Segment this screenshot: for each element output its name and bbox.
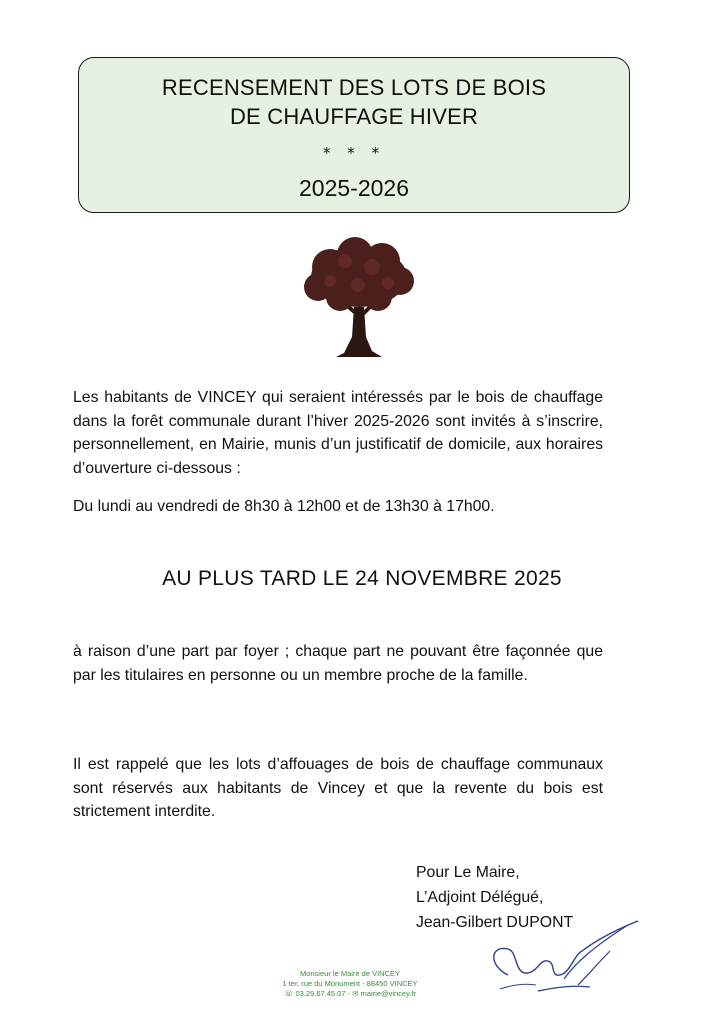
season-years: 2025-2026 [299,175,409,201]
opening-hours: Du lundi au vendredi de 8h30 à 12h00 et de 13h30 à 17h00. [73,498,495,515]
separator-stars: * * * [322,144,386,162]
title-line-1: RECENSEMENT DES LOTS DE BOIS [161,75,547,100]
title-line-2: DE CHAUFFAGE HIVER [229,104,479,129]
title-box [78,57,630,213]
paragraph-share-rules: à raison d’une part par foyer ; chaque part ne pouvant être façonnée que par les titulaires en personne ou un membre proche de la famille. [73,643,603,684]
stamp-line-3: ☏ 03.29.67.45.07 - ✉ mairie@vincey.fr [284,989,416,998]
stamp-line-1: Monsieur le Maire de VINCEY [299,969,401,978]
paragraph-resale-reminder: Il est rappelé que les lots d’affouages de bois de chauffage communaux sont réservés aux habitants de Vincey et que la revente du bois est strictement interdite. [73,756,603,820]
tree-icon [300,237,418,359]
handwritten-signature [478,915,648,1005]
signature-line-3: Jean-Gilbert DUPONT [416,914,574,931]
deadline-heading: AU PLUS TARD LE 24 NOVEMBRE 2025 [162,567,562,590]
signature-line-2: L’Adjoint Délégué, [416,889,544,906]
stamp-line-2: 1 ter, rue du Monument - 88450 VINCEY [282,979,418,988]
paragraph-registration: Les habitants de VINCEY qui seraient intéressés par le bois de chauffage dans la forêt communale durant l’hiver 2025-2026 sont invités à s’inscrire, personnellement, en Mairie, munis d’un justificatif de domicile, aux horaires d’ouverture ci-dessous : [73,389,603,477]
mayor-stamp [250,969,450,999]
signature-line-1: Pour Le Maire, [416,864,520,881]
